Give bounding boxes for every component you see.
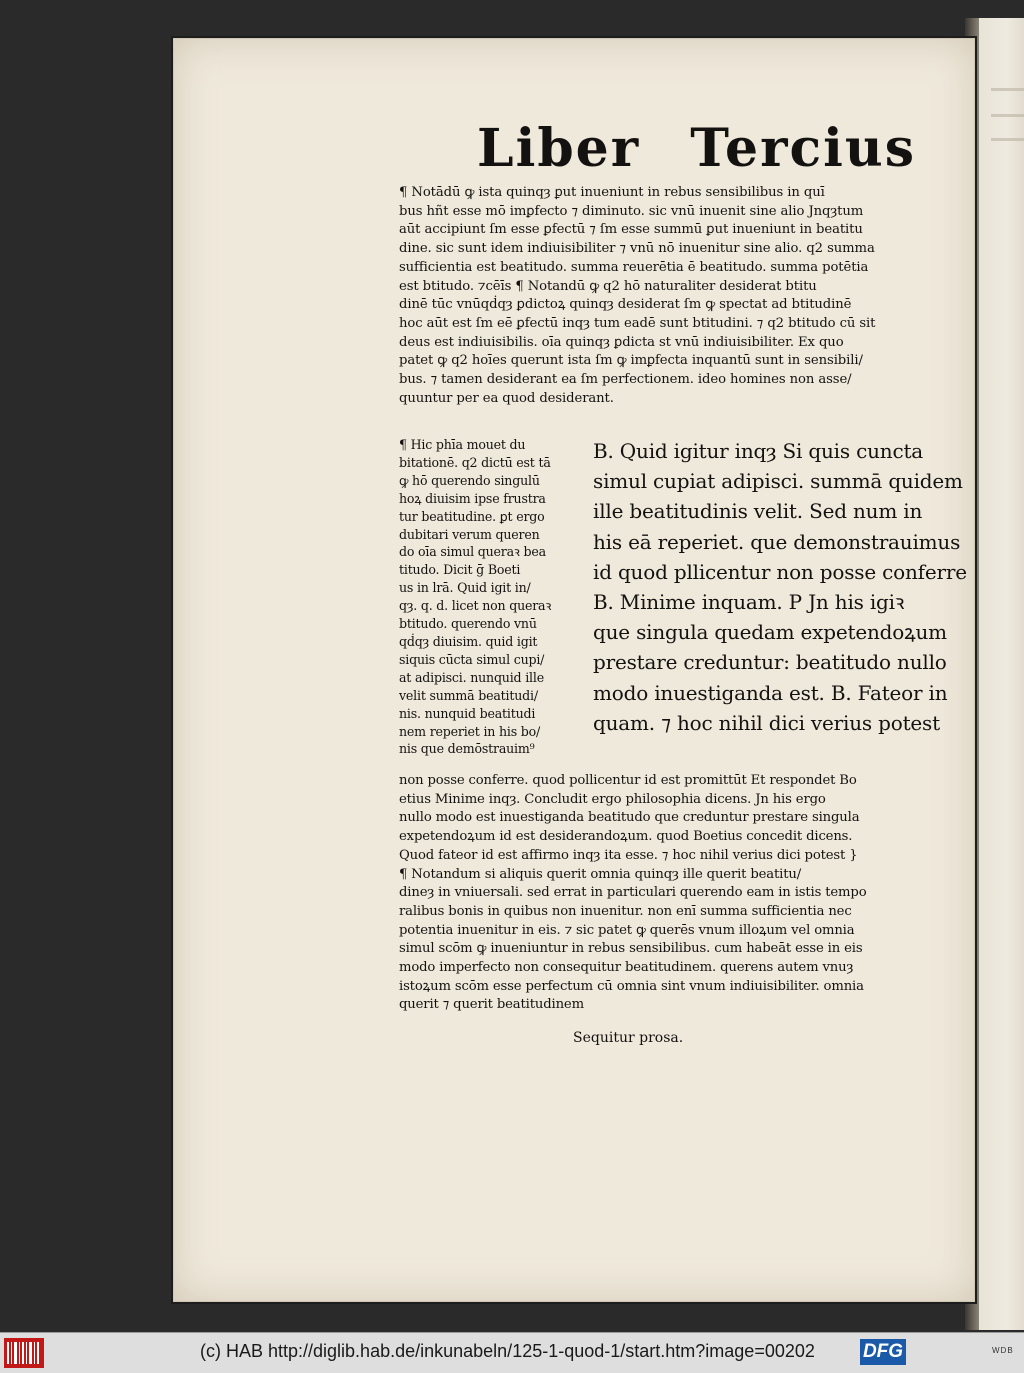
text-line: ralibus bonis in quibus non inuenitur. non enī summa sufficientia nec	[399, 903, 852, 919]
text-line: potentia inuenitur in eis. ⁊ sic patet ꝙ querēs vnum illoꝝum vel omnia	[399, 922, 855, 938]
copyright-link[interactable]: (c) HAB http://diglib.hab.de/inkunabeln/125-1-quod-1/start.htm?image=00202	[200, 1341, 815, 1361]
text-line: deus est indiuisibilis. oīa quinqȝ ꝑdicta st vnū indiuisibiliter. Ex quo	[399, 334, 844, 350]
text-line: dineȝ in vniuersali. sed errat in particulari querendo eam in istis tempo	[399, 885, 867, 901]
dfg-logo-icon: DFG	[860, 1339, 906, 1365]
text-line: dinē tūc vnūqḋqȝ ꝑdictoꝝ quinqȝ desiderat ſm ꝙ spectat ad btitudinē	[399, 297, 852, 313]
text-line: do oīa simul queraꝛ bea	[399, 544, 546, 560]
text-line: ¶ Notandum si aliquis querit omnia quinqȝ ille querit beatitu/	[399, 866, 802, 882]
hab-barcode-logo-icon	[4, 1338, 44, 1368]
text-line: quam. ⁊ hoc nihil dici verius potest	[593, 710, 940, 735]
text-line: titudo. Dicit ḡ Boeti	[399, 562, 521, 578]
text-line: quuntur per ea quod desiderant.	[399, 390, 614, 406]
text-line: B. Quid igitur inqȝ Si quis cuncta	[593, 439, 924, 463]
bleed-through-mark	[991, 114, 1024, 117]
text-line: hoc aūt est ſm eē ꝑfectū inqȝ tum eadē sunt btitudini. ⁊ q2 btitudo cū sit	[399, 315, 876, 331]
bleed-through-mark	[991, 88, 1024, 91]
text-line: modo inuestiganda est. B. Fateor in	[593, 680, 948, 705]
text-line: hoꝝ diuisim ipse frustra	[399, 490, 546, 506]
text-line: his eā reperiet. que demonstrauimus	[593, 529, 961, 554]
text-line: id quod pllicentur non posse conferre	[593, 559, 967, 584]
text-line: bus. ⁊ tamen desiderant ea ſm perfectionem. ideo homines non asse/	[399, 372, 852, 388]
text-line: est btitudo. ⁊cēīs ¶ Notandū ꝙ q2 hō naturaliter desiderat btitu	[399, 278, 817, 294]
text-line: nis. nunquid beatitudi	[399, 705, 536, 721]
text-line: Quod fateor id est affirmo inqȝ ita esse. ⁊ hoc nihil verius dici potest }	[399, 847, 858, 863]
text-line: non posse conferre. quod pollicentur id est promittūt Et respondet Bo	[399, 773, 857, 788]
text-line: bitationē. q2 dictū est tā	[399, 454, 551, 470]
text-line: prestare creduntur: beatitudo nullo	[593, 650, 947, 675]
text-line: querit ⁊ querit beatitudinem	[399, 997, 584, 1013]
text-line: qȝ. q. d. licet non queraꝛ	[399, 598, 552, 614]
wdb-mark: WDB	[992, 1346, 1014, 1355]
viewer-footer	[0, 1332, 1024, 1373]
text-line: B. Minime inquam. P Jn his igiꝛ	[593, 590, 905, 615]
text-line: dine. sic sunt idem indiuisibiliter ⁊ vnū nō inuenitur sine alio. q2 summa	[399, 241, 875, 257]
text-line: ¶ Hic phīa mouet du	[399, 437, 526, 452]
text-line: que singula quedam expetendoꝝum	[593, 620, 947, 645]
text-line: nem reperiet in his bo/	[399, 723, 541, 739]
text-line: bus hñt esse mō imꝑfecto ⁊ diminuto. sic vnū inuenit sine alio Jnqȝtum	[399, 203, 864, 219]
text-line: etius Minime inqȝ. Concludit ergo philosophia dicens. Jn his ergo	[399, 791, 826, 807]
text-line: siquis cūcta simul cupi/	[399, 651, 545, 667]
text-line: ¶ Notādū ꝙ ista quinqȝ ꝑut inueniunt in rebus sensibilibus in quī	[399, 185, 825, 200]
text-line: qḋqȝ diuisim. quid igit	[399, 633, 538, 649]
text-line: us in lrā. Quid igit in/	[399, 580, 531, 596]
text-line: btitudo. querendo vnū	[399, 616, 537, 632]
text-line: sufficientia est beatitudo. summa reuerētia ē beatitudo. summa potētia	[399, 259, 869, 275]
text-line: ꝙ hō querendo singulū	[399, 472, 540, 488]
text-line: nullo modo est inuestiganda beatitudo que creduntur prestare singula	[399, 810, 860, 826]
text-line: tur beatitudine. ꝑt ergo	[399, 508, 545, 524]
text-line: dubitari verum queren	[399, 526, 540, 542]
text-line: ille beatitudinis velit. Sed num in	[593, 499, 923, 524]
commentary-column	[399, 436, 551, 758]
text-line: simul scōm ꝙ inueniuntur in rebus sensibilibus. cum habeāt esse in eis	[399, 941, 863, 957]
sequitur-caption: Sequitur prosa.	[573, 1030, 684, 1046]
text-line: velit summā beatitudi/	[399, 687, 538, 703]
top-commentary-paragraph	[399, 184, 875, 408]
main-text-column	[593, 436, 967, 738]
text-line: patet ꝙ q2 hoīes querunt ista ſm ꝙ imꝑfecta inquantū sunt in sensibili/	[399, 353, 863, 369]
text-line: nis que demōstrauim⁹	[399, 741, 535, 757]
text-line: simul cupiat adipisci. summā quidem	[593, 469, 963, 494]
text-line: istoꝝum scōm esse perfectum cū omnia sint vnum indiuisibiliter. omnia	[399, 978, 864, 994]
text-line: expetendoꝝum id est desiderandoꝝum. quod Boetius concedit dicens.	[399, 829, 853, 845]
text-line: aūt accipiunt ſm esse ꝑfectū ⁊ ſm esse summū ꝑut inueniunt in beatitu	[399, 222, 863, 238]
text-line: at adipisci. nunquid ille	[399, 669, 544, 685]
text-line: modo imperfecto non consequitur beatitudinem. querens autem vnuȝ	[399, 960, 854, 976]
bottom-commentary-paragraph	[399, 772, 867, 1015]
page-heading: Liber Tercius	[477, 118, 916, 179]
bleed-through-mark	[991, 138, 1024, 141]
